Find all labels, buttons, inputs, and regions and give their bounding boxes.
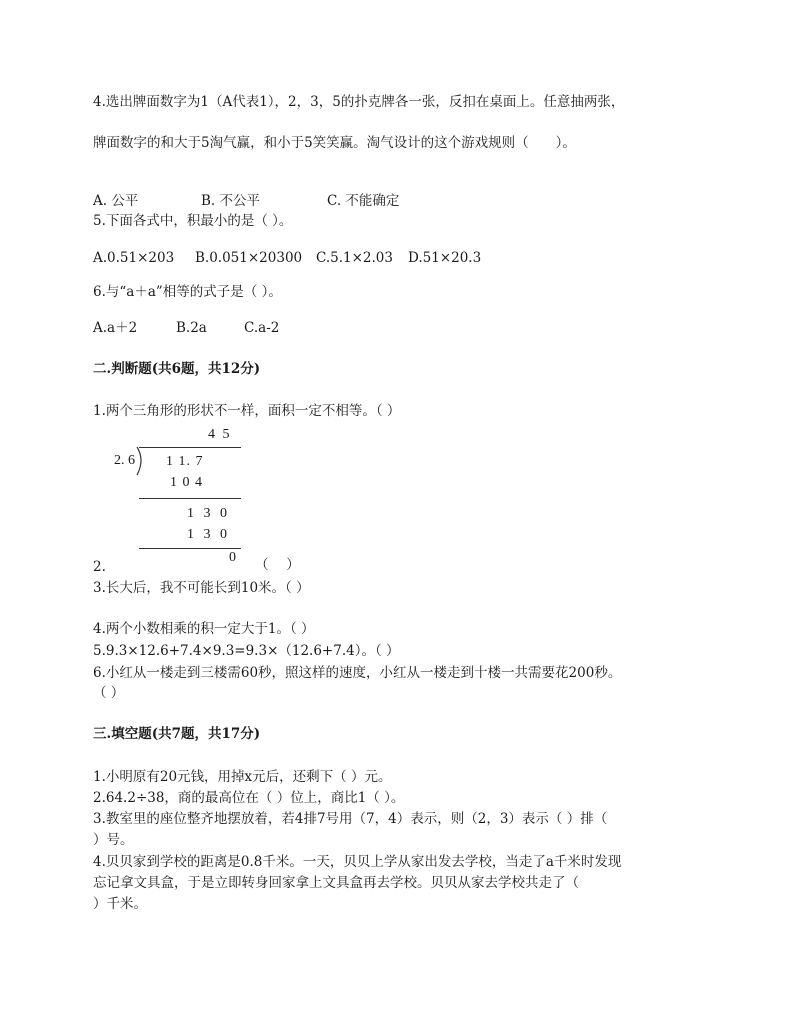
question-5: 5.下面各式中，积最小的是（ ）。	[93, 213, 293, 229]
fill-question-4-line1: 4.贝贝家到学校的距离是0.8千米。一天，贝贝上学从家出发去学校，当走了a千米时发现	[93, 854, 622, 870]
judge-question-2-paren: （ ）	[255, 557, 300, 573]
division-line-2	[139, 548, 241, 549]
q5-option-b: B.0.051×20300	[195, 250, 303, 266]
judge-question-3: 3.长大后，我不可能长到10米。（ ）	[93, 580, 310, 596]
division-dividend: 1 1. 7	[166, 454, 204, 469]
q4-option-a: A. 公平	[93, 193, 139, 209]
division-step-1: 1 0 4	[170, 475, 203, 490]
q5-option-a: A.0.51×203	[93, 250, 175, 266]
question-6: 6.与“a＋a”相等的式子是（ ）。	[93, 284, 282, 300]
q5-option-d: D.51×20.3	[408, 250, 482, 266]
question-4-line1: 4.选出牌面数字为1（A代表1），2，3，5的扑克牌各一张，反扣在桌面上。任意抽两张，	[93, 94, 625, 110]
q6-option-b: B.2a	[176, 320, 207, 336]
judge-question-2-number: 2.	[93, 559, 106, 575]
division-quotient: 4 5	[208, 427, 232, 442]
fill-question-3-line1: 3.教室里的座位整齐地摆放着，若4排7号用（7，4）表示，则（2，3）表示（ ）排（	[93, 811, 608, 827]
q6-option-c: C.a-2	[244, 320, 280, 336]
division-final: 0	[229, 550, 236, 565]
division-divisor: 2. 6	[114, 453, 135, 468]
fill-question-3-line2: ）号。	[93, 832, 134, 848]
fill-question-4-line2: 忘记拿文具盒，于是立即转身回家拿上文具盒再去学校。贝贝从家去学校共走了（	[93, 875, 579, 891]
judge-question-6-line2: （ ）	[93, 685, 125, 701]
q4-option-b: B. 不公平	[201, 193, 261, 209]
division-step-2: 1 3 0	[187, 527, 230, 542]
fill-question-2: 2.64.2÷38，商的最高位在（ ）位上，商比1（ ）。	[93, 790, 405, 806]
q4-option-c: C. 不能确定	[327, 193, 400, 209]
judge-question-4: 4.两个小数相乘的积一定大于1。（ ）	[93, 621, 315, 637]
judge-question-5: 5.9.3×12.6+7.4×9.3=9.3×（12.6+7.4）。（ ）	[93, 643, 400, 659]
question-4-line2: 牌面数字的和大于5淘气赢，和小于5笑笑赢。淘气设计的这个游戏规则（ ）。	[93, 135, 576, 151]
section-3-heading: 三.填空题(共7题，共17分)	[93, 726, 261, 742]
judge-question-1: 1.两个三角形的形状不一样，面积一定不相等。（ ）	[93, 403, 401, 419]
fill-question-4-line3: ）千米。	[93, 896, 147, 912]
division-remainder-1: 1 3 0	[187, 506, 230, 521]
fill-question-1: 1.小明原有20元钱，用掉x元后，还剩下（ ）元。	[93, 769, 392, 785]
division-bracket	[136, 446, 146, 476]
judge-question-6-line1: 6.小红从一楼走到三楼需60秒，照这样的速度，小红从一楼走到十楼一共需要花200秒。	[93, 665, 622, 681]
q6-option-a: A.a＋2	[93, 320, 138, 336]
division-line-1	[139, 498, 241, 499]
section-2-heading: 二.判断题(共6题，共12分)	[93, 361, 261, 377]
q5-option-c: C.5.1×2.03	[316, 250, 393, 266]
division-bar	[139, 447, 241, 448]
